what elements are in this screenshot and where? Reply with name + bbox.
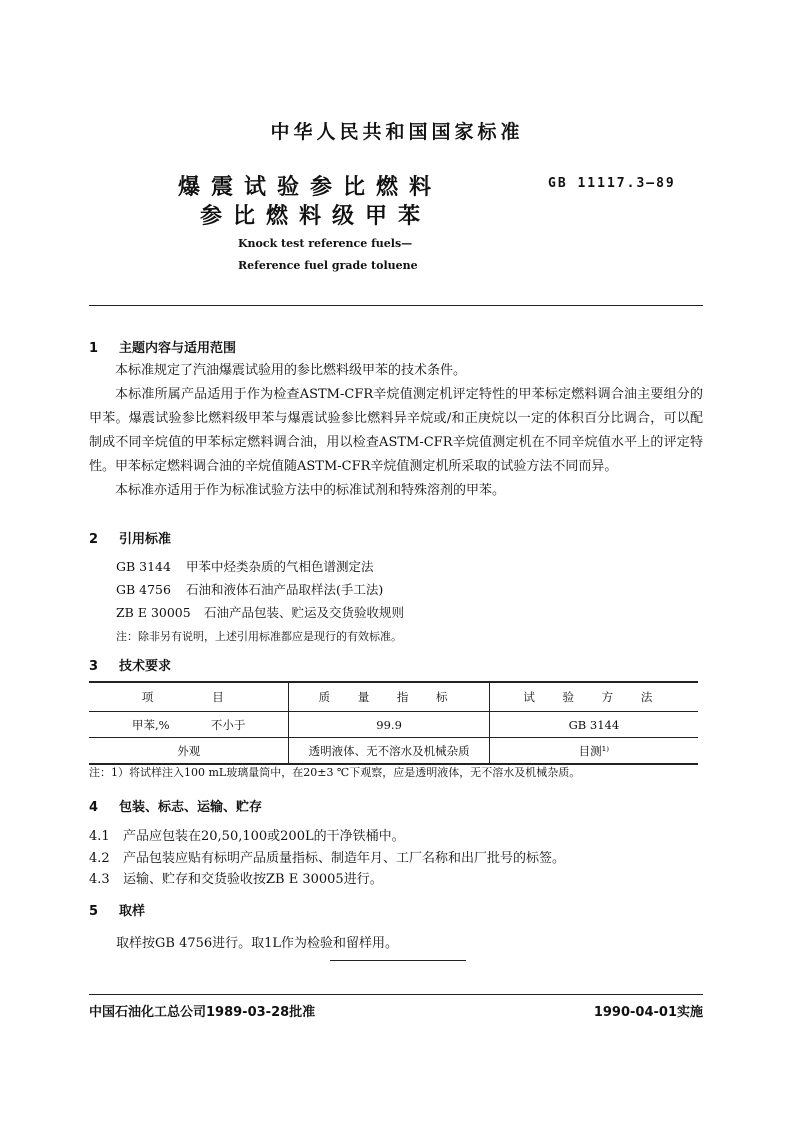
table-cell-item — [89, 712, 289, 738]
section-4-heading — [89, 796, 262, 815]
section-1-body — [89, 359, 703, 503]
reference-item — [116, 603, 404, 621]
table-footnote: 注：1）将试样注入100 mL玻璃量筒中，在20±3 ℃下观察，应是透明液体，无不溶水及机械杂质。 — [89, 766, 581, 779]
section-4-number: 4 — [89, 800, 99, 815]
references-note: 注：除非另有说明，上述引用标准都应是现行的有效标准。 — [116, 630, 402, 643]
table-row — [89, 738, 698, 765]
section-3-number: 3 — [89, 659, 99, 674]
list-item-text: 产品包装应贴有标明产品质量指标、制造年月、工厂名称和出厂批号的标签。 — [123, 851, 566, 866]
column-header-item: 项 目 — [89, 682, 289, 712]
section-2-title: 引用标准 — [119, 532, 172, 547]
table-cell-method: 目测¹⁾ — [489, 738, 698, 765]
table-cell-spec: 透明液体、无不溶水及机械杂质 — [289, 738, 489, 765]
row-item-name: 甲苯,% — [132, 717, 170, 732]
reference-title: 甲苯中烃类杂质的气相色谱测定法 — [186, 559, 374, 574]
list-item — [89, 825, 405, 844]
column-header-spec: 质 量 指 标 — [289, 682, 489, 712]
column-header-method: 试 验 方 法 — [489, 682, 698, 712]
table-cell-item: 外观 — [89, 738, 289, 765]
table-header-row — [89, 682, 698, 712]
section-1-number: 1 — [89, 341, 99, 356]
reference-code: ZB E 30005 — [116, 605, 191, 620]
section-3-heading — [89, 655, 171, 674]
technical-requirements-table — [89, 681, 698, 765]
reference-code: GB 4756 — [116, 582, 171, 597]
header-divider — [89, 305, 703, 306]
list-item-text: 运输、贮存和交货验收按ZB E 30005进行。 — [123, 872, 383, 887]
list-item-number: 4.2 — [89, 851, 110, 866]
list-item-number: 4.3 — [89, 872, 110, 887]
english-title-line-2: Reference fuel grade toluene — [238, 259, 418, 272]
title-line-1: 爆震试验参比燃料 — [178, 175, 443, 200]
title-line-2: 参比燃料级甲苯 — [200, 204, 432, 229]
implementation-date: 1990-04-01实施 — [593, 1005, 703, 1020]
section-2-heading — [89, 528, 171, 547]
reference-item — [116, 580, 383, 598]
section-1-heading — [89, 337, 236, 356]
reference-title: 石油产品包装、贮运及交货验收规则 — [204, 605, 405, 620]
section-4-title: 包装、标志、运输、贮存 — [119, 800, 263, 815]
section-2-number: 2 — [89, 532, 99, 547]
list-item — [89, 847, 565, 866]
standard-type-heading: 中华人民共和国国家标准 — [270, 121, 524, 143]
section-1-paragraph: 本标准规定了汽油爆震试验用的参比燃料级甲苯的技术条件。 — [115, 363, 467, 378]
section-5-heading — [89, 900, 145, 919]
row-item-qualifier: 不小于 — [210, 717, 246, 732]
section-5-text: 取样按GB 4756进行。取1L作为检验和留样用。 — [116, 936, 399, 951]
reference-item — [116, 557, 374, 575]
approval-date: 中国石油化工总公司1989-03-28批准 — [89, 1005, 316, 1020]
gb-code: GB 11117.3—89 — [548, 176, 676, 191]
section-1-title: 主题内容与适用范围 — [119, 341, 237, 356]
section-3-title: 技术要求 — [119, 659, 172, 674]
section-1-paragraph: 本标准所属产品适用于作为检查ASTM-CFR辛烷值测定机评定特性的甲苯标定燃料调合油主要组分的甲苯。爆震试验参比燃料级甲苯与爆震试验参比燃料异辛烷或/和正庚烷以一定的体积百分比调合，可以配制成不同辛烷值的甲苯标定燃料调合油，用以检查ASTM-CFR辛烷值测定机在不同辛烷值水平上的评定特性。甲苯标定燃料调合油的辛烷值随ASTM-CFR辛烷值测定机所采取的试验方法不同而异。 — [89, 387, 703, 474]
section-1-paragraph: 本标准亦适用于作为标准试验方法中的标准试剂和特殊溶剂的甲苯。 — [115, 483, 506, 498]
list-item — [89, 868, 383, 887]
english-title-line-1: Knock test reference fuels— — [238, 237, 413, 250]
section-5-title: 取样 — [119, 904, 146, 919]
footer-divider — [89, 994, 703, 995]
list-item-text: 产品应包装在20,50,100或200L的干净铁桶中。 — [123, 829, 405, 844]
table-row — [89, 712, 698, 738]
reference-title: 石油和液体石油产品取样法(手工法) — [186, 582, 384, 597]
list-item-number: 4.1 — [89, 829, 110, 844]
end-rule — [330, 960, 466, 961]
table-cell-spec: 99.9 — [289, 712, 489, 738]
reference-code: GB 3144 — [116, 559, 171, 574]
table-cell-method: GB 3144 — [489, 712, 698, 738]
section-5-number: 5 — [89, 904, 99, 919]
